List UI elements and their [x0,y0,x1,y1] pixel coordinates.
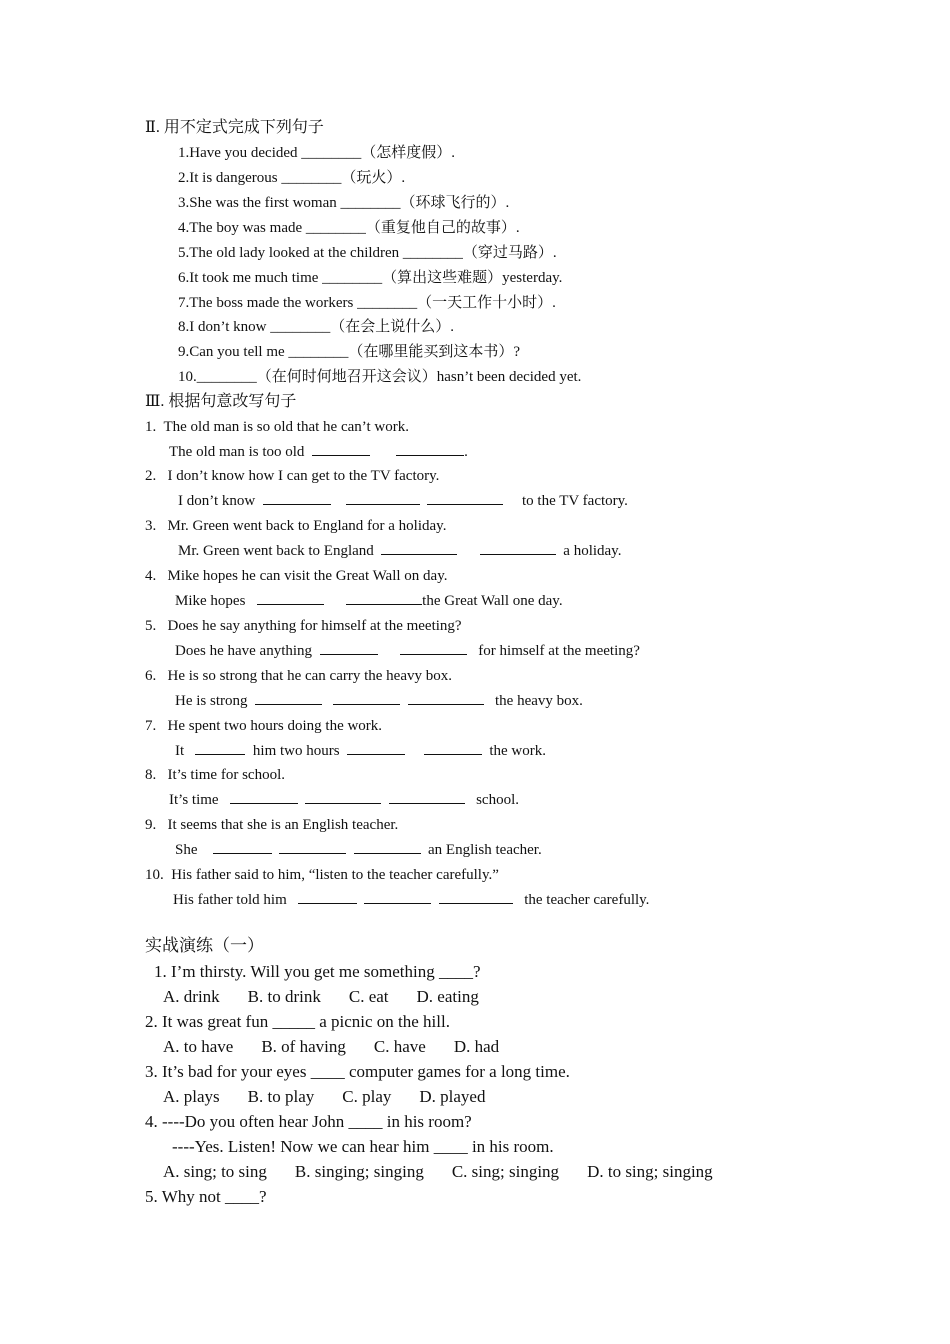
s2-item-6: 6.It took me much time ________（算出这些难题）yesterday. [178,270,563,286]
s2-item-4: 4.The boy was made ________（重复他自己的故事）. [178,220,520,236]
s3-orig-1: 1. The old man is so old that he can’t work. [145,419,409,435]
q2-options: A. to have B. of having C. have D. had [163,1037,500,1056]
s2-item-9: 9.Can you tell me ________（在哪里能买到这本书）? [178,344,521,360]
s3-orig-10: 10. His father said to him, “listen to the teacher carefully.” [145,867,499,883]
s3-orig-4: 4. Mike hopes he can visit the Great Wall on day. [145,568,448,584]
s2-item-8: 8.I don’t know ________（在会上说什么）. [178,319,454,335]
s3-orig-5: 5. Does he say anything for himself at the meeting? [145,618,462,634]
s3-rewrite-9: She an English teacher. [175,842,542,858]
s3-rewrite-5: Does he have anything for himself at the meeting? [175,643,640,659]
q4-stem-reply: ----Yes. Listen! Now we can hear him ____ in his room. [172,1137,554,1156]
s2-item-1: 1.Have you decided ________（怎样度假）. [178,145,456,161]
s3-orig-7: 7. He spent two hours doing the work. [145,718,383,734]
s3-rewrite-4: Mike hopes the Great Wall one day. [175,593,563,609]
s3-orig-6: 6. He is so strong that he can carry the heavy box. [145,668,452,684]
section-2-title: Ⅱ. 用不定式完成下列句子 [145,119,324,136]
q4-options: A. sing; to sing B. singing; singing C. sing; singing D. to sing; singing [163,1162,713,1181]
s3-orig-9: 9. It seems that she is an English teacher. [145,817,399,833]
s3-rewrite-7: It him two hours the work. [175,743,546,759]
s3-rewrite-1: The old man is too old . [169,444,468,460]
s3-rewrite-10: His father told him the teacher carefully. [173,892,650,908]
practice-title: 实战演练（一） [145,936,264,955]
q1-stem: 1. I’m thirsty. Will you get me something ____? [154,962,481,981]
s2-item-10: 10.________（在何时何地召开这会议）hasn’t been decided yet. [178,369,582,385]
s3-rewrite-6: He is strong the heavy box. [175,693,583,709]
s3-orig-3: 3. Mr. Green went back to England for a holiday. [145,518,447,534]
section-3-title: Ⅲ. 根据句意改写句子 [145,393,297,410]
s3-rewrite-8: It’s time school. [169,792,519,808]
q3-stem: 3. It’s bad for your eyes ____ computer games for a long time. [145,1062,570,1081]
q4-stem: 4. ----Do you often hear John ____ in his room? [145,1112,472,1131]
q3-options: A. plays B. to play C. play D. played [163,1087,486,1106]
s3-orig-2: 2. I don’t know how I can get to the TV factory. [145,468,440,484]
q1-options: A. drink B. to drink C. eat D. eating [163,987,479,1006]
q5-stem: 5. Why not ____? [145,1187,267,1206]
s2-item-7: 7.The boss made the workers ________（一天工作十小时）. [178,295,556,311]
s3-rewrite-2: I don’t know to the TV factory. [178,493,628,509]
s3-orig-8: 8. It’s time for school. [145,767,285,783]
s2-item-5: 5.The old lady looked at the children ________（穿过马路）. [178,245,557,261]
s2-item-3: 3.She was the first woman ________（环球飞行的）. [178,195,510,211]
s3-rewrite-3: Mr. Green went back to England a holiday. [178,543,622,559]
s2-item-2: 2.It is dangerous ________（玩火）. [178,170,406,186]
q2-stem: 2. It was great fun _____ a picnic on the hill. [145,1012,450,1031]
